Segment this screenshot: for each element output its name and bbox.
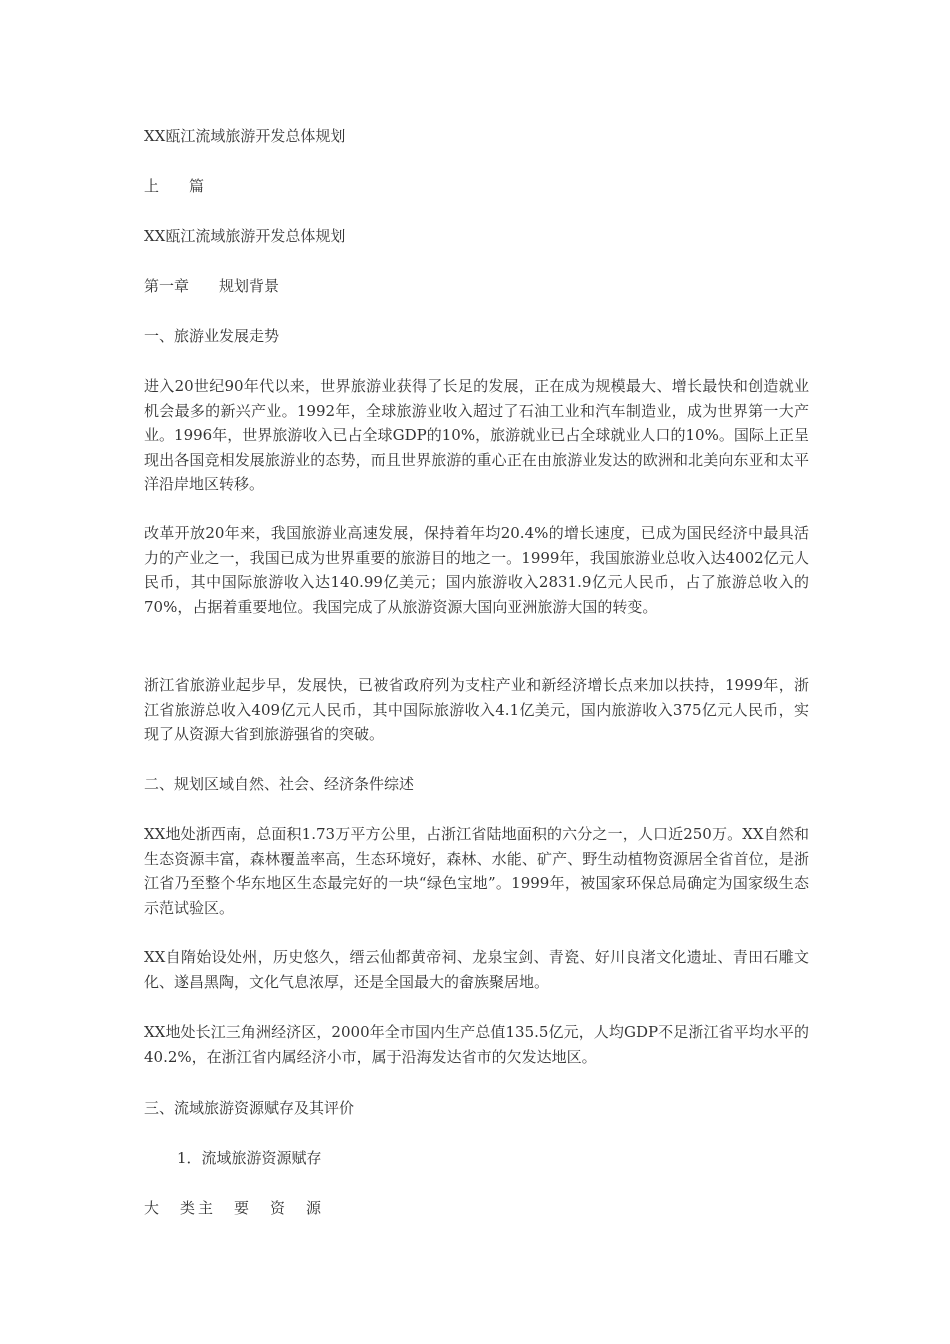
paragraph-china-tourism: 改革开放20年来，我国旅游业高速发展，保持着年均20.4%的增长速度，已成为国民经济中最具活力的产业之一，我国已成为世界重要的旅游目的地之一。1999年，我国旅游业总收入达4002亿元人民币，其中国际旅游收入达140.99亿美元；国内旅游收入2831.9亿元人民币，占了旅游总收入的70%，占据着重要地位。我国完成了从旅游资源大国向亚洲旅游大国的转变。 bbox=[144, 524, 809, 616]
table-header: 大 类主 要 资 源 bbox=[144, 1199, 325, 1217]
document-title: XX瓯江流域旅游开发总体规划 bbox=[144, 127, 346, 145]
paragraph-history: XX自隋始设处州，历史悠久，缙云仙都黄帝祠、龙泉宝剑、青瓷、好川良渚文化遗址、青田石雕文化、遂昌黑陶，文化气息浓厚，还是全国最大的畲族聚居地。 bbox=[144, 948, 809, 991]
subsection-heading: 1．流域旅游资源赋存 bbox=[177, 1149, 322, 1167]
paragraph-economy: XX地处长江三角洲经济区，2000年全市国内生产总值135.5亿元，人均GDP不足浙江省平均水平的40.2%，在浙江省内属经济小市，属于沿海发达省市的欠发达地区。 bbox=[144, 1023, 809, 1066]
part-label: 上 篇 bbox=[144, 177, 205, 195]
paragraph-geography: XX地处浙西南，总面积1.73万平方公里，占浙江省陆地面积的六分之一，人口近250万。XX自然和生态资源丰富，森林覆盖率高，生态环境好，森林、水能、矿产、野生动植物资源居全省首位，是浙江省乃至整个华东地区生态最完好的一块“绿色宝地”。1999年，被国家环保总局确定为国家级生态示范试验区。 bbox=[144, 825, 809, 917]
section-heading-3: 三、流域旅游资源赋存及其评价 bbox=[144, 1099, 355, 1117]
paragraph-world-tourism: 进入20世纪90年代以来，世界旅游业获得了长足的发展，正在成为规模最大、增长最快和创造就业机会最多的新兴产业。1992年，全球旅游业收入超过了石油工业和汽车制造业，成为世界第一大产业。1996年，世界旅游收入已占全球GDP的10%，旅游就业已占全球就业人口的10%。国际上正呈现出各国竞相发展旅游业的态势，而且世界旅游的重心正在由旅游业发达的欧洲和北美向东亚和太平洋沿岸地区转移。 bbox=[144, 377, 809, 493]
section-heading-1: 一、旅游业发展走势 bbox=[144, 327, 280, 345]
paragraph-zhejiang-tourism: 浙江省旅游业起步早，发展快，已被省政府列为支柱产业和新经济增长点来加以扶持，1999年，浙江省旅游总收入409亿元人民币，其中国际旅游收入4.1亿美元，国内旅游收入375亿元人民币，实现了从资源大省到旅游强省的突破。 bbox=[144, 676, 809, 743]
chapter-heading: 第一章 规划背景 bbox=[144, 277, 280, 295]
document-subtitle: XX瓯江流域旅游开发总体规划 bbox=[144, 227, 346, 245]
section-heading-2: 二、规划区域自然、社会、经济条件综述 bbox=[144, 775, 415, 793]
